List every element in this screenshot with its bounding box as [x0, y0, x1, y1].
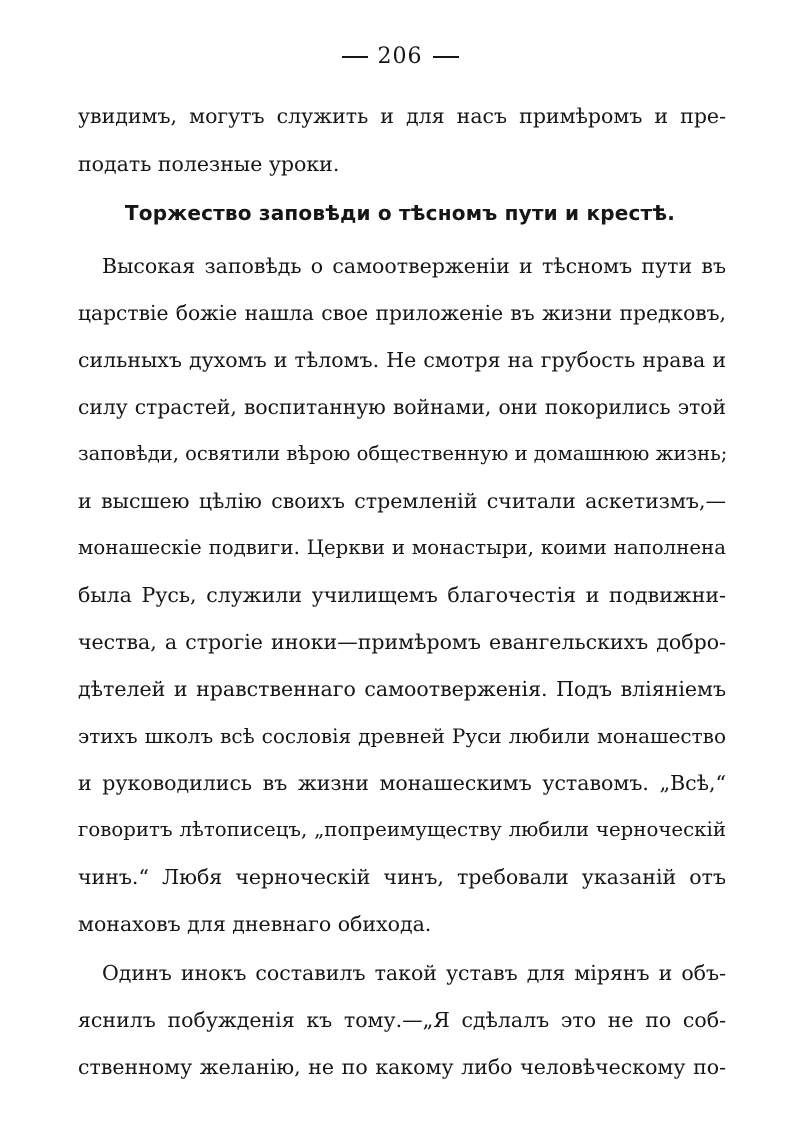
text-line: чества, а строгіе иноки—примѣромъ евангельскихъ добро-: [78, 630, 726, 654]
text-line: этихъ школъ всѣ сословія древней Руси любили монашество: [78, 724, 726, 748]
text-line: и руководились въ жизни монашескимъ уставомъ. „Всѣ,“: [78, 771, 726, 795]
text-line: говоритъ лѣтописецъ, „попреимуществу любили черноческій: [78, 818, 726, 841]
text-line: яснилъ побужденія къ тому.—„Я сдѣлалъ это не по соб-: [78, 1008, 726, 1032]
text-line: и высшею цѣлію своихъ стремленій считали аскетизмъ,—: [78, 489, 726, 513]
text-line: увидимъ, могутъ служить и для насъ примѣромъ и пре-: [78, 104, 726, 128]
text-line: была Русь, служили училищемъ благочестія и подвижни-: [78, 583, 726, 607]
text-line: Высокая заповѣдь о самоотверженіи и тѣсномъ пути въ: [102, 254, 726, 278]
text-line: Одинъ инокъ составилъ такой уставъ для мірянъ и объ-: [102, 961, 726, 985]
page-number: [0, 44, 800, 69]
text-line: ственному желанію, не по какому либо человѣческому по-: [78, 1055, 726, 1079]
section-heading: Торжество заповѣди о тѣсномъ пути и крестѣ.: [124, 201, 676, 225]
text-line: монашескіе подвиги. Церкви и монастыри, коими наполнена: [78, 536, 726, 559]
text-line: заповѣди, освятили вѣрою общественную и домашнюю жизнь;: [78, 442, 728, 465]
text-line: подать полезные уроки.: [78, 152, 340, 176]
text-line: монаховъ для дневнаго обихода.: [78, 912, 432, 936]
page-number-text: 206: [377, 44, 423, 69]
text-line: царствіе божіе нашла свое приложеніе въ жизни предковъ,: [78, 301, 726, 325]
page-number-dash-left: [342, 56, 368, 58]
text-line: силу страстей, воспитанную войнами, они покорились этой: [78, 395, 726, 419]
text-line: дѣтелей и нравственнаго самоотверженія. Подъ вліяніемъ: [78, 677, 726, 701]
text-line: чинъ.“ Любя черноческій чинъ, требовали указаній отъ: [78, 865, 726, 889]
page-number-dash-right: [433, 56, 459, 58]
text-line: сильныхъ духомъ и тѣломъ. Не смотря на грубость нрава и: [78, 348, 726, 372]
